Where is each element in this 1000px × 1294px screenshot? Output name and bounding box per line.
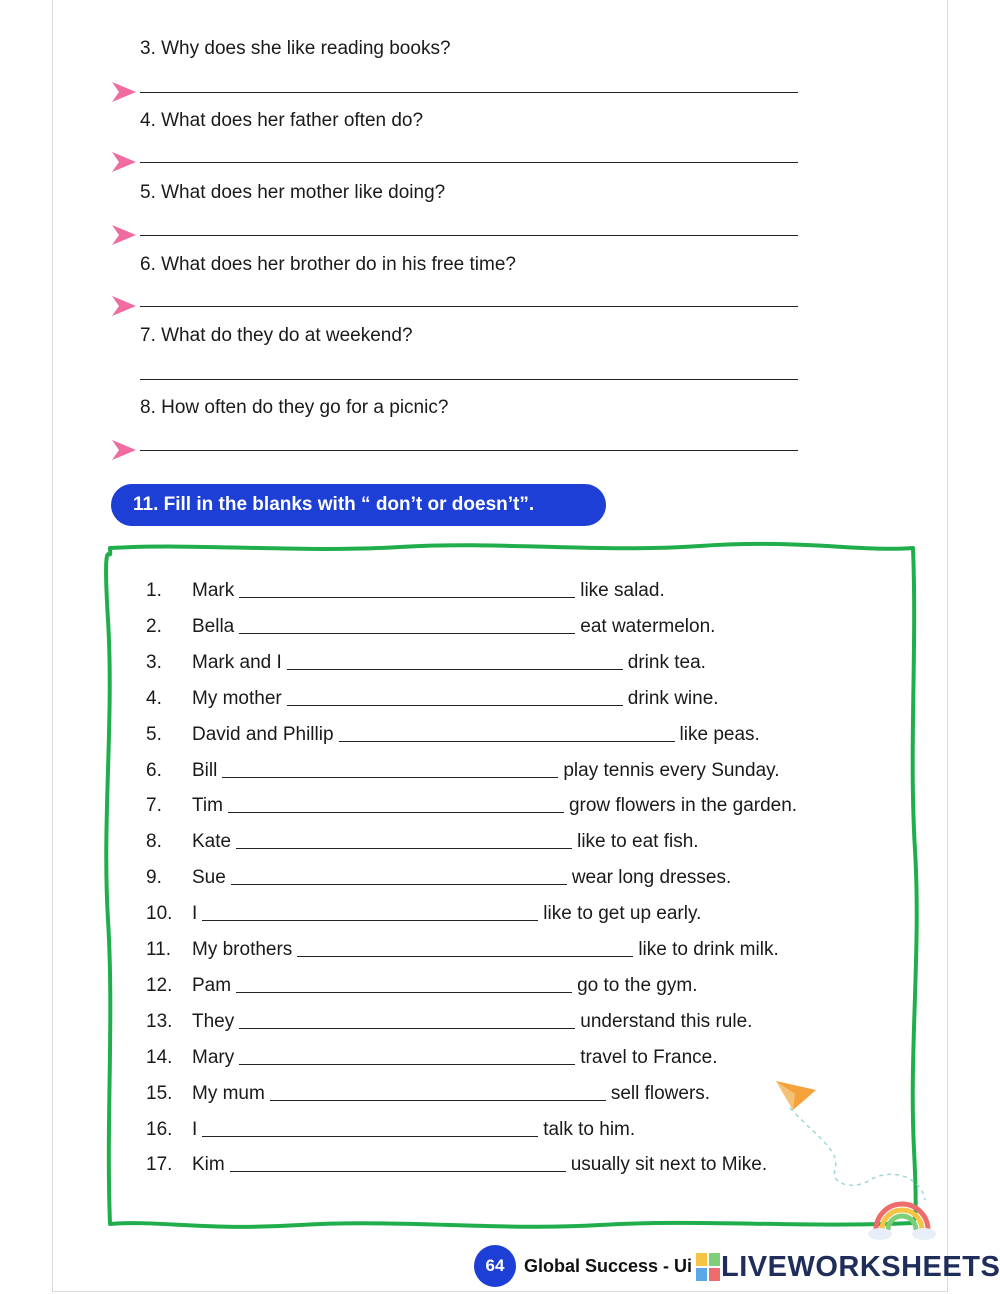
fill-in-item <box>146 1154 767 1176</box>
item-rest: grow flowers in the garden. <box>568 795 798 817</box>
item-number: 15. <box>146 1082 173 1104</box>
blank-field[interactable] <box>239 633 575 634</box>
item-rest: drink wine. <box>627 687 719 709</box>
item-subject: My brothers <box>192 939 293 960</box>
item-subject: Pam <box>192 974 232 996</box>
blank-field[interactable] <box>202 1136 538 1137</box>
blank-field[interactable] <box>270 1100 606 1101</box>
item-subject: Tim <box>192 795 223 817</box>
item-rest: like to drink milk. <box>638 939 779 960</box>
item-subject: I <box>192 903 198 925</box>
question-text: 3. Why does she like reading books? <box>140 38 451 59</box>
item-subject: I <box>192 1118 198 1140</box>
item-number: 10. <box>146 903 173 925</box>
item-rest: talk to him. <box>543 1118 636 1140</box>
fill-in-item <box>146 975 697 997</box>
item-subject: My mum <box>192 1082 265 1104</box>
item-number: 6. <box>146 759 162 781</box>
blank-field[interactable] <box>239 597 575 598</box>
section-title: 11. Fill in the blanks with “ don’t or doesn’t”. <box>133 494 535 515</box>
item-subject: Mark <box>192 580 235 601</box>
question-text: 6. What does her brother do in his free time? <box>140 254 516 275</box>
fill-in-item <box>146 831 699 853</box>
item-number: 17. <box>146 1154 173 1176</box>
fill-in-item <box>146 760 780 782</box>
item-rest: sell flowers. <box>610 1082 711 1104</box>
blank-field[interactable] <box>239 1028 575 1029</box>
question-text: 7. What do they do at weekend? <box>140 325 413 346</box>
fill-in-item <box>146 580 665 602</box>
watermark-text: LIVEWORKSHEETS <box>721 1250 1000 1283</box>
footer <box>474 1244 692 1288</box>
blank-field[interactable] <box>287 705 623 706</box>
item-number: 12. <box>146 974 173 996</box>
blank-field[interactable] <box>202 920 538 921</box>
item-rest: like salad. <box>580 580 665 601</box>
item-number: 13. <box>146 1010 173 1032</box>
item-rest: eat watermelon. <box>580 615 716 637</box>
blank-field[interactable] <box>339 741 675 742</box>
fill-in-item <box>146 616 715 638</box>
liveworksheets-logo <box>695 1250 1000 1284</box>
item-subject: Bella <box>192 615 235 637</box>
question-text: 5. What does her mother like doing? <box>140 182 446 203</box>
item-subject: Kim <box>192 1154 225 1176</box>
fill-in-item <box>146 724 760 746</box>
fill-in-item <box>146 867 731 889</box>
blank-field[interactable] <box>230 1171 566 1172</box>
fill-in-item <box>146 795 797 817</box>
fill-in-item <box>146 652 706 674</box>
fill-in-item <box>146 1119 635 1141</box>
item-number: 11. <box>146 939 172 960</box>
blank-field[interactable] <box>236 992 572 993</box>
footer-title: Global Success - Ui <box>524 1255 693 1276</box>
item-number: 9. <box>146 867 162 889</box>
item-rest: wear long dresses. <box>571 867 732 889</box>
item-subject: Mark and I <box>192 651 282 673</box>
item-subject: David and Phillip <box>192 723 334 745</box>
fill-in-item <box>146 1083 710 1105</box>
item-rest: go to the gym. <box>577 974 698 996</box>
item-rest: understand this rule. <box>580 1010 753 1032</box>
blank-field[interactable] <box>239 1064 575 1065</box>
blank-field[interactable] <box>236 848 572 849</box>
page-number: 64 <box>474 1245 516 1287</box>
item-rest: travel to France. <box>580 1046 718 1068</box>
item-subject: My mother <box>192 687 282 709</box>
fill-in-item <box>146 939 779 961</box>
item-rest: like peas. <box>679 723 760 745</box>
blank-field[interactable] <box>287 669 623 670</box>
item-subject: Kate <box>192 831 232 853</box>
item-number: 4. <box>146 687 162 709</box>
fill-in-item <box>146 903 701 925</box>
fill-in-item <box>146 688 719 710</box>
fill-in-item <box>146 1011 752 1033</box>
item-rest: play tennis every Sunday. <box>563 759 780 781</box>
item-subject: They <box>192 1010 235 1032</box>
item-number: 14. <box>146 1046 173 1068</box>
question-text: 8. How often do they go for a picnic? <box>140 397 449 418</box>
item-rest: drink tea. <box>627 651 706 673</box>
blank-field[interactable] <box>231 884 567 885</box>
paper-plane-icon <box>776 1081 925 1200</box>
blank-field[interactable] <box>297 956 633 957</box>
item-rest: like to eat fish. <box>577 831 699 853</box>
item-rest: usually sit next to Mike. <box>570 1154 768 1176</box>
item-number: 8. <box>146 831 162 853</box>
item-rest: like to get up early. <box>543 903 702 925</box>
item-number: 1. <box>146 580 162 601</box>
item-subject: Sue <box>192 867 226 889</box>
item-number: 16. <box>146 1118 173 1140</box>
item-number: 3. <box>146 651 162 673</box>
liveworksheets-grid-icon <box>695 1252 721 1282</box>
blank-field[interactable] <box>228 812 564 813</box>
item-number: 7. <box>146 795 162 817</box>
fill-in-item <box>146 1047 718 1069</box>
blank-field[interactable] <box>222 777 558 778</box>
item-subject: Bill <box>192 759 218 781</box>
item-subject: Mary <box>192 1046 235 1068</box>
item-number: 5. <box>146 723 162 745</box>
question-text: 4. What does her father often do? <box>140 110 424 131</box>
item-number: 2. <box>146 615 162 637</box>
